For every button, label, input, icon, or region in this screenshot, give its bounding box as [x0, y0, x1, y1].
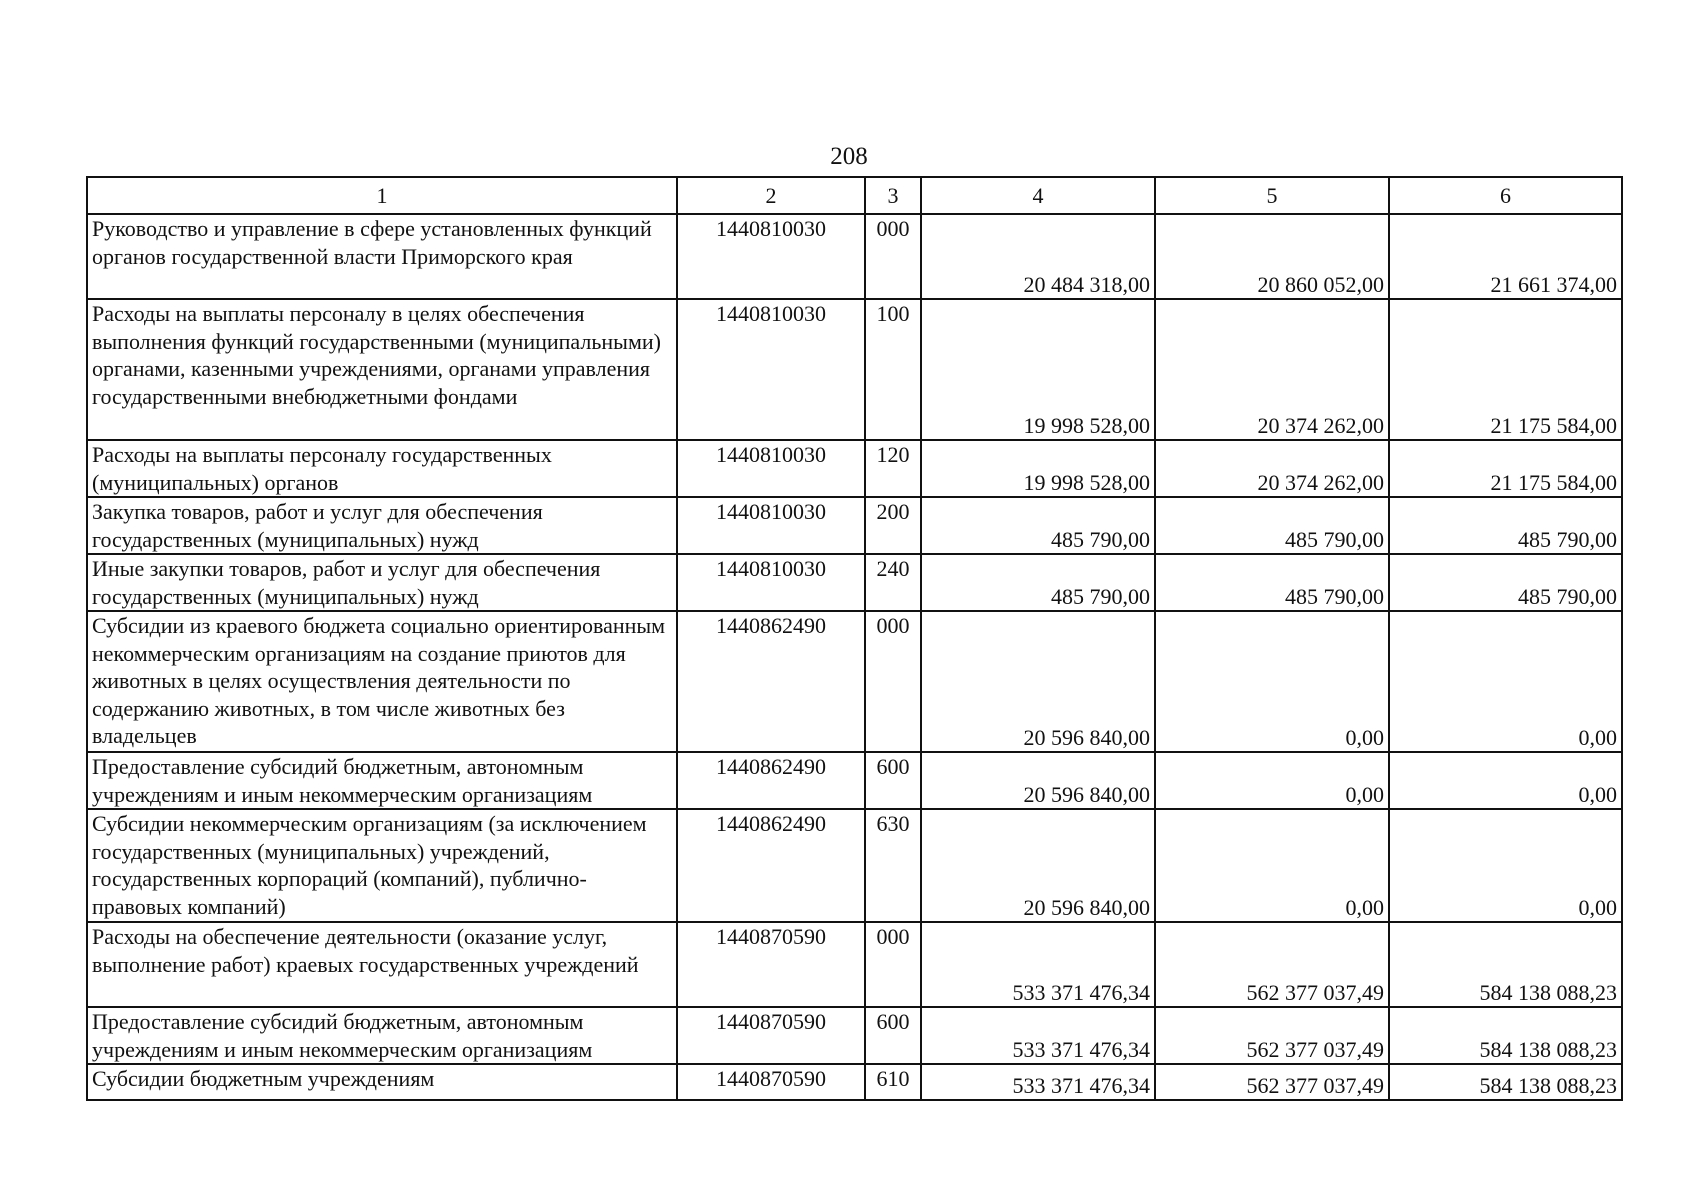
- table-row: [87, 922, 1622, 1007]
- column-header: 4: [921, 177, 1155, 214]
- item-name: Расходы на обеспечение деятельности (оказание услуг, выполнение работ) краевых государственных учреждений: [87, 922, 677, 1007]
- expense-type: 610: [865, 1064, 921, 1100]
- amount-col-4: 20 596 840,00: [921, 809, 1155, 922]
- amount-col-6: 0,00: [1389, 752, 1622, 809]
- amount-col-5: 562 377 037,49: [1155, 1007, 1389, 1064]
- expense-type: 120: [865, 440, 921, 497]
- column-header: 3: [865, 177, 921, 214]
- page-number: 208: [830, 143, 868, 170]
- amount-col-4: 533 371 476,34: [921, 1007, 1155, 1064]
- item-name: Руководство и управление в сфере установленных функций органов государственной власти Приморского края: [87, 214, 677, 299]
- item-code: 1440862490: [677, 611, 865, 752]
- column-header: 2: [677, 177, 865, 214]
- amount-col-5: 20 374 262,00: [1155, 440, 1389, 497]
- table-row: [87, 1007, 1622, 1064]
- item-code: 1440870590: [677, 1007, 865, 1064]
- amount-col-4: 20 596 840,00: [921, 611, 1155, 752]
- item-code: 1440810030: [677, 299, 865, 440]
- item-name: Закупка товаров, работ и услуг для обеспечения государственных (муниципальных) нужд: [87, 497, 677, 554]
- expense-type: 200: [865, 497, 921, 554]
- table-row: [87, 497, 1622, 554]
- amount-col-6: 584 138 088,23: [1389, 922, 1622, 1007]
- item-code: 1440810030: [677, 497, 865, 554]
- amount-col-5: 485 790,00: [1155, 554, 1389, 611]
- amount-col-4: 485 790,00: [921, 497, 1155, 554]
- column-header: 5: [1155, 177, 1389, 214]
- item-code: 1440810030: [677, 440, 865, 497]
- amount-col-5: 0,00: [1155, 809, 1389, 922]
- amount-col-4: 19 998 528,00: [921, 299, 1155, 440]
- item-code: 1440862490: [677, 809, 865, 922]
- expense-type: 000: [865, 611, 921, 752]
- expense-type: 630: [865, 809, 921, 922]
- amount-col-4: 533 371 476,34: [921, 922, 1155, 1007]
- amount-col-5: 20 860 052,00: [1155, 214, 1389, 299]
- item-code: 1440810030: [677, 214, 865, 299]
- item-name: Расходы на выплаты персоналу в целях обеспечения выполнения функций государственными (муниципальными) органами, казенными учреждениями, органами управления государственными внебюджетными фондами: [87, 299, 677, 440]
- item-name: Субсидии из краевого бюджета социально ориентированным некоммерческим организациям на создание приютов для животных в целях осуществления деятельности по содержанию животных, в том числе животных без владельцев: [87, 611, 677, 752]
- item-name: Предоставление субсидий бюджетным, автономным учреждениям и иным некоммерческим организациям: [87, 752, 677, 809]
- expense-type: 000: [865, 214, 921, 299]
- amount-col-4: 533 371 476,34: [921, 1064, 1155, 1100]
- amount-col-5: 0,00: [1155, 752, 1389, 809]
- item-code: 1440870590: [677, 1064, 865, 1100]
- item-code: 1440810030: [677, 554, 865, 611]
- amount-col-4: 19 998 528,00: [921, 440, 1155, 497]
- budget-table: [86, 176, 1623, 1101]
- amount-col-6: 0,00: [1389, 611, 1622, 752]
- column-header: 1: [87, 177, 677, 214]
- amount-col-6: 21 175 584,00: [1389, 440, 1622, 497]
- item-name: Расходы на выплаты персоналу государственных (муниципальных) органов: [87, 440, 677, 497]
- amount-col-4: 20 484 318,00: [921, 214, 1155, 299]
- item-name: Субсидии некоммерческим организациям (за исключением государственных (муниципальных) учреждений, государственных корпораций (компаний), публично-правовых компаний): [87, 809, 677, 922]
- table-row: [87, 611, 1622, 752]
- table-row: [87, 214, 1622, 299]
- amount-col-5: 562 377 037,49: [1155, 922, 1389, 1007]
- amount-col-6: 0,00: [1389, 809, 1622, 922]
- item-code: 1440862490: [677, 752, 865, 809]
- amount-col-5: 562 377 037,49: [1155, 1064, 1389, 1100]
- amount-col-4: 485 790,00: [921, 554, 1155, 611]
- table-row: [87, 809, 1622, 922]
- table-row: [87, 440, 1622, 497]
- amount-col-6: 485 790,00: [1389, 554, 1622, 611]
- item-name: Предоставление субсидий бюджетным, автономным учреждениям и иным некоммерческим организациям: [87, 1007, 677, 1064]
- expense-type: 100: [865, 299, 921, 440]
- column-header: 6: [1389, 177, 1622, 214]
- amount-col-5: 485 790,00: [1155, 497, 1389, 554]
- expense-type: 600: [865, 752, 921, 809]
- item-name: Иные закупки товаров, работ и услуг для обеспечения государственных (муниципальных) нужд: [87, 554, 677, 611]
- item-name: Субсидии бюджетным учреждениям: [87, 1064, 677, 1100]
- table-row: [87, 554, 1622, 611]
- amount-col-6: 584 138 088,23: [1389, 1064, 1622, 1100]
- amount-col-5: 0,00: [1155, 611, 1389, 752]
- expense-type: 600: [865, 1007, 921, 1064]
- amount-col-6: 485 790,00: [1389, 497, 1622, 554]
- amount-col-6: 21 175 584,00: [1389, 299, 1622, 440]
- table-row: [87, 1064, 1622, 1100]
- expense-type: 240: [865, 554, 921, 611]
- table-row: [87, 752, 1622, 809]
- item-code: 1440870590: [677, 922, 865, 1007]
- table-row: [87, 299, 1622, 440]
- amount-col-5: 20 374 262,00: [1155, 299, 1389, 440]
- table-header-row: [87, 177, 1622, 214]
- amount-col-4: 20 596 840,00: [921, 752, 1155, 809]
- expense-type: 000: [865, 922, 921, 1007]
- amount-col-6: 21 661 374,00: [1389, 214, 1622, 299]
- amount-col-6: 584 138 088,23: [1389, 1007, 1622, 1064]
